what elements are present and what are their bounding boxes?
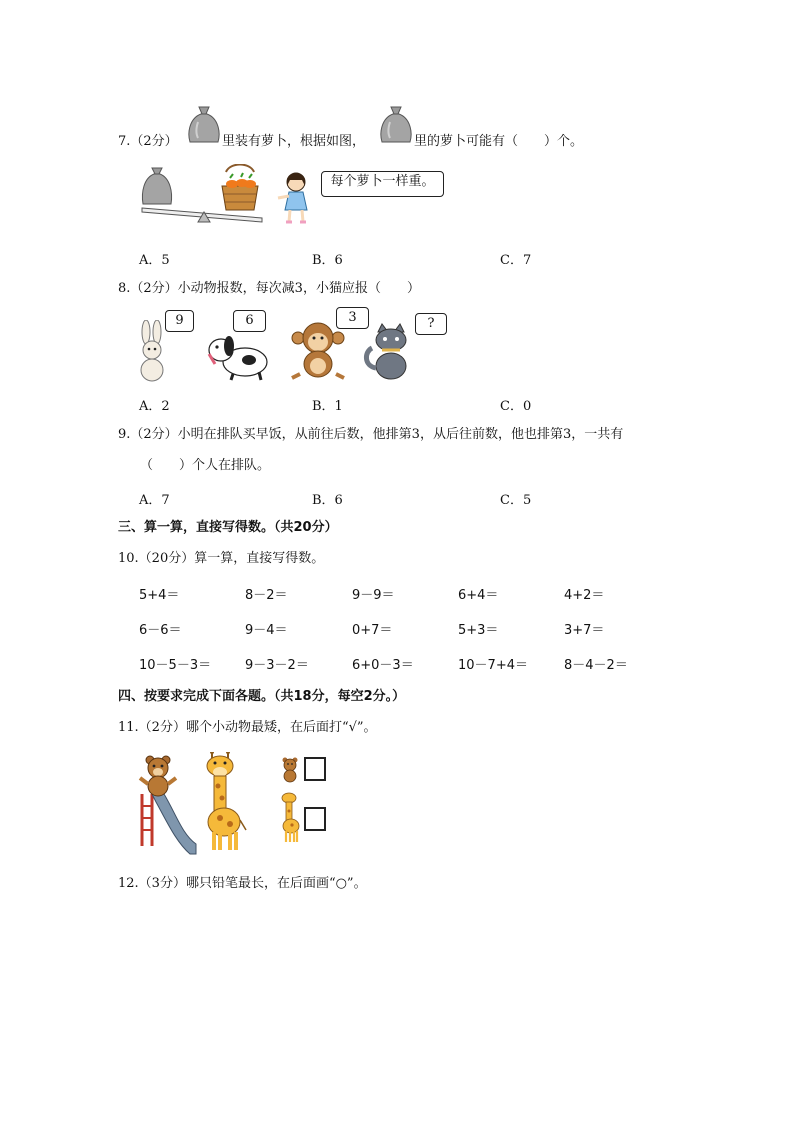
q8-option-c[interactable]: C．0 [500, 399, 532, 414]
bear-icon [280, 757, 300, 783]
girl-icon [276, 170, 316, 228]
calc-item: 6+4＝ [458, 588, 499, 603]
q7-option-b[interactable]: B．6 [312, 253, 343, 268]
q7-option-c[interactable]: C．7 [500, 253, 532, 268]
carrot-basket-icon [222, 165, 258, 211]
bear-icon [140, 756, 176, 796]
sack-icon [186, 104, 222, 144]
calc-item: 9－4＝ [245, 623, 288, 638]
q9-question-line1: 9.（2分）小明在排队买早饭，从前往后数，他排第3，从后往前数，他也排第3，一共有 [118, 427, 624, 442]
q7-question-text: 里的萝卜可能有（ ）个。 [414, 134, 584, 149]
q11-question-text: 11.（2分）哪个小动物最矮，在后面打“√”。 [118, 720, 377, 735]
giraffe-icon [279, 791, 303, 843]
calc-item: 9－9＝ [352, 588, 395, 603]
q7-prefix: 7.（2分） [118, 134, 178, 149]
speech-bubble-monkey: 3 [336, 307, 369, 329]
calc-item: 10－5－3＝ [139, 658, 212, 673]
giraffe-icon [200, 752, 248, 852]
answer-box-giraffe[interactable] [304, 807, 326, 831]
dog-icon [203, 330, 273, 382]
speech-bubble: 每个萝卜一样重。 [321, 171, 444, 197]
speech-bubble-rabbit: 9 [165, 310, 194, 332]
q9-question-line2: （ ）个人在排队。 [140, 458, 271, 473]
balance-scale [138, 164, 268, 234]
q8-option-a[interactable]: A．2 [139, 399, 170, 414]
q9-option-a[interactable]: A．7 [139, 493, 170, 508]
calc-item: 3+7＝ [564, 623, 605, 638]
calc-item: 9－3－2＝ [245, 658, 309, 673]
q10-question-text: 10.（20分）算一算，直接写得数。 [118, 551, 325, 566]
q9-option-c[interactable]: C．5 [500, 493, 532, 508]
q7-option-a[interactable]: A．5 [139, 253, 170, 268]
q9-option-b[interactable]: B．6 [312, 493, 343, 508]
q8-question-text: 8.（2分）小动物报数，每次减3，小猫应报（ ） [118, 281, 420, 296]
calc-item: 6－6＝ [139, 623, 182, 638]
answer-box-bear[interactable] [304, 757, 326, 781]
calc-item: 8－4－2＝ [564, 658, 628, 673]
calc-item: 8－2＝ [245, 588, 288, 603]
section-3-heading: 三、算一算，直接写得数。（共20分） [118, 520, 338, 535]
calc-item: 6+0－3＝ [352, 658, 414, 673]
q8-option-b[interactable]: B．1 [312, 399, 343, 414]
calc-item: 0+7＝ [352, 623, 393, 638]
cat-icon [362, 322, 420, 380]
bear-on-slide [136, 754, 200, 856]
calc-item: 5+3＝ [458, 623, 499, 638]
calc-item: 5+4＝ [139, 588, 180, 603]
sack-icon [378, 104, 414, 144]
speech-bubble-dog: 6 [233, 310, 266, 332]
section-4-heading: 四、按要求完成下面各题。（共18分，每空2分。） [118, 689, 406, 704]
q7-mid-text: 里装有萝卜，根据如图， [222, 134, 366, 149]
q12-question-text: 12.（3分）哪只铅笔最长，在后面画“○”。 [118, 876, 367, 891]
slide-icon [142, 794, 196, 854]
speech-bubble-cat: ? [415, 313, 447, 335]
monkey-icon [290, 320, 346, 380]
calc-item: 4+2＝ [564, 588, 605, 603]
calc-item: 10－7+4＝ [458, 658, 528, 673]
